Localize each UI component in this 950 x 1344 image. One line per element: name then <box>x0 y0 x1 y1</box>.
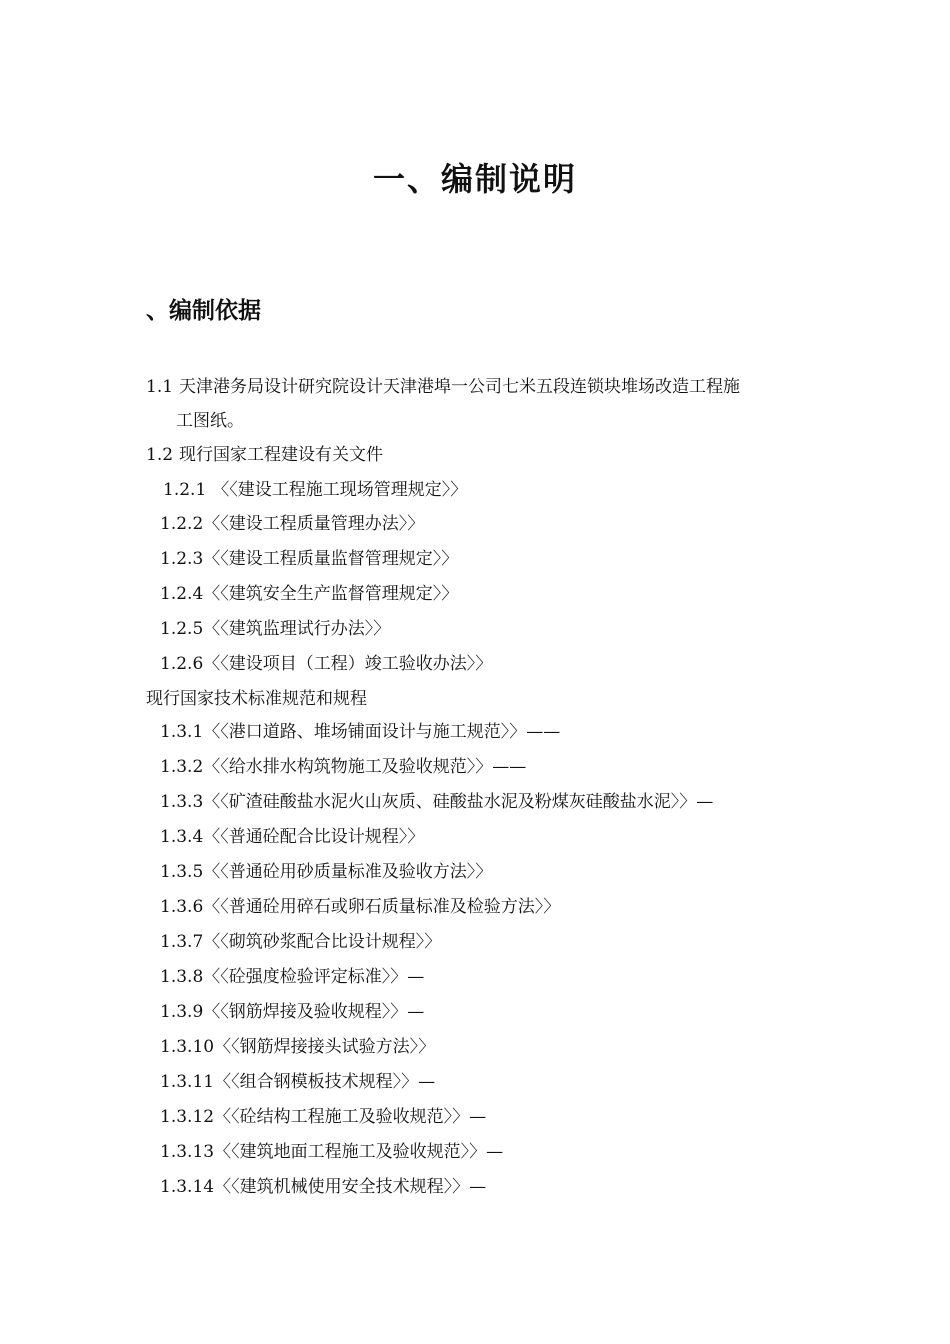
item-number: 1.3.7 <box>160 932 204 952</box>
item-number: 1.3.14 <box>160 1177 215 1197</box>
list-item <box>146 374 740 400</box>
list-item <box>146 442 383 468</box>
item-number: 1.3.3 <box>160 792 204 812</box>
list-item <box>146 686 367 712</box>
section-heading: 、编制依据 <box>146 298 261 324</box>
list-item <box>160 1104 486 1130</box>
item-number: 1.3.8 <box>160 967 204 987</box>
item-number: 1.3.2 <box>160 757 204 777</box>
item-number: 1.3.13 <box>160 1142 215 1162</box>
item-number: 1.2.5 <box>160 619 204 639</box>
item-number: 1.3.6 <box>160 897 204 917</box>
item-text: 〈〈建筑地面工程施工及验收规范〉〉— <box>214 1142 504 1162</box>
item-text: 〈〈矿渣硅酸盐水泥火山灰质、硅酸盐水泥及粉煤灰硅酸盐水泥〉〉— <box>203 792 714 812</box>
list-item <box>160 511 424 537</box>
list-item <box>160 651 492 677</box>
item-text: 现行国家技术标准规范和规程 <box>146 689 367 709</box>
list-item <box>160 859 492 885</box>
item-number: 1.3.4 <box>160 827 204 847</box>
item-number: 1.1 <box>146 377 174 397</box>
item-number: 1.3.5 <box>160 862 204 882</box>
item-text: 〈〈建设工程质量管理办法〉〉 <box>203 514 425 534</box>
item-number: 1.3.12 <box>160 1107 215 1127</box>
item-text: 〈〈钢筋焊接接头试验方法〉〉 <box>214 1037 436 1057</box>
item-text: 〈〈建筑机械使用安全技术规程〉〉— <box>214 1177 487 1197</box>
list-item <box>160 964 424 990</box>
list-item <box>163 477 467 503</box>
list-item <box>160 754 526 780</box>
item-text: 〈〈建筑安全生产监督管理规定〉〉 <box>203 584 459 604</box>
list-item <box>160 1069 435 1095</box>
item-text: 〈〈钢筋焊接及验收规程〉〉— <box>203 1002 425 1022</box>
item-text: 〈〈砌筑砂浆配合比设计规程〉〉 <box>203 932 442 952</box>
item-text: 〈〈砼强度检验评定标准〉〉— <box>203 967 425 987</box>
item-text: 〈〈建筑监理试行办法〉〉 <box>203 619 391 639</box>
list-item <box>160 1174 486 1200</box>
item-text: 〈〈建设工程质量监督管理规定〉〉 <box>203 549 459 569</box>
list-item <box>160 546 458 572</box>
item-text: 现行国家工程建设有关文件 <box>179 445 384 465</box>
item-text: 〈〈建设项目（工程）竣工验收办法〉〉 <box>203 654 493 674</box>
item-text: 〈〈普通砼配合比设计规程〉〉 <box>203 827 425 847</box>
item-number: 1.2.1 <box>163 480 207 500</box>
item-text: 工图纸。 <box>176 411 244 431</box>
item-text: 〈〈普通砼用碎石或卵石质量标准及检验方法〉〉 <box>203 897 561 917</box>
list-item <box>160 929 441 955</box>
item-number: 1.2 <box>146 445 174 465</box>
list-item <box>160 719 560 745</box>
list-item <box>160 581 458 607</box>
list-item <box>160 616 390 642</box>
list-item-continuation <box>176 408 244 434</box>
item-text: 〈〈砼结构工程施工及验收规范〉〉— <box>214 1107 487 1127</box>
item-text: 〈〈普通砼用砂质量标准及验收方法〉〉 <box>203 862 493 882</box>
item-text: 〈〈组合钢模板技术规程〉〉— <box>214 1072 436 1092</box>
item-number: 1.2.3 <box>160 549 204 569</box>
item-number: 1.3.9 <box>160 1002 204 1022</box>
list-item <box>160 1139 503 1165</box>
list-item <box>160 1034 435 1060</box>
item-number: 1.3.10 <box>160 1037 215 1057</box>
list-item <box>160 789 713 815</box>
item-number: 1.2.4 <box>160 584 204 604</box>
item-text: 天津港务局设计研究院设计天津港埠一公司七米五段连锁块堆场改造工程施 <box>179 377 741 397</box>
item-number: 1.3.11 <box>160 1072 215 1092</box>
page-title: 一、编制说明 <box>372 160 577 198</box>
item-text: 〈〈港口道路、堆场铺面设计与施工规范〉〉—— <box>203 722 561 742</box>
item-number: 1.2.2 <box>160 514 204 534</box>
item-text: 〈〈建设工程施工现场管理规定〉〉 <box>212 480 468 500</box>
list-item <box>160 894 560 920</box>
list-item <box>160 999 424 1025</box>
item-number: 1.3.1 <box>160 722 204 742</box>
list-item <box>160 824 424 850</box>
item-text: 〈〈给水排水构筑物施工及验收规范〉〉—— <box>203 757 527 777</box>
item-number: 1.2.6 <box>160 654 204 674</box>
